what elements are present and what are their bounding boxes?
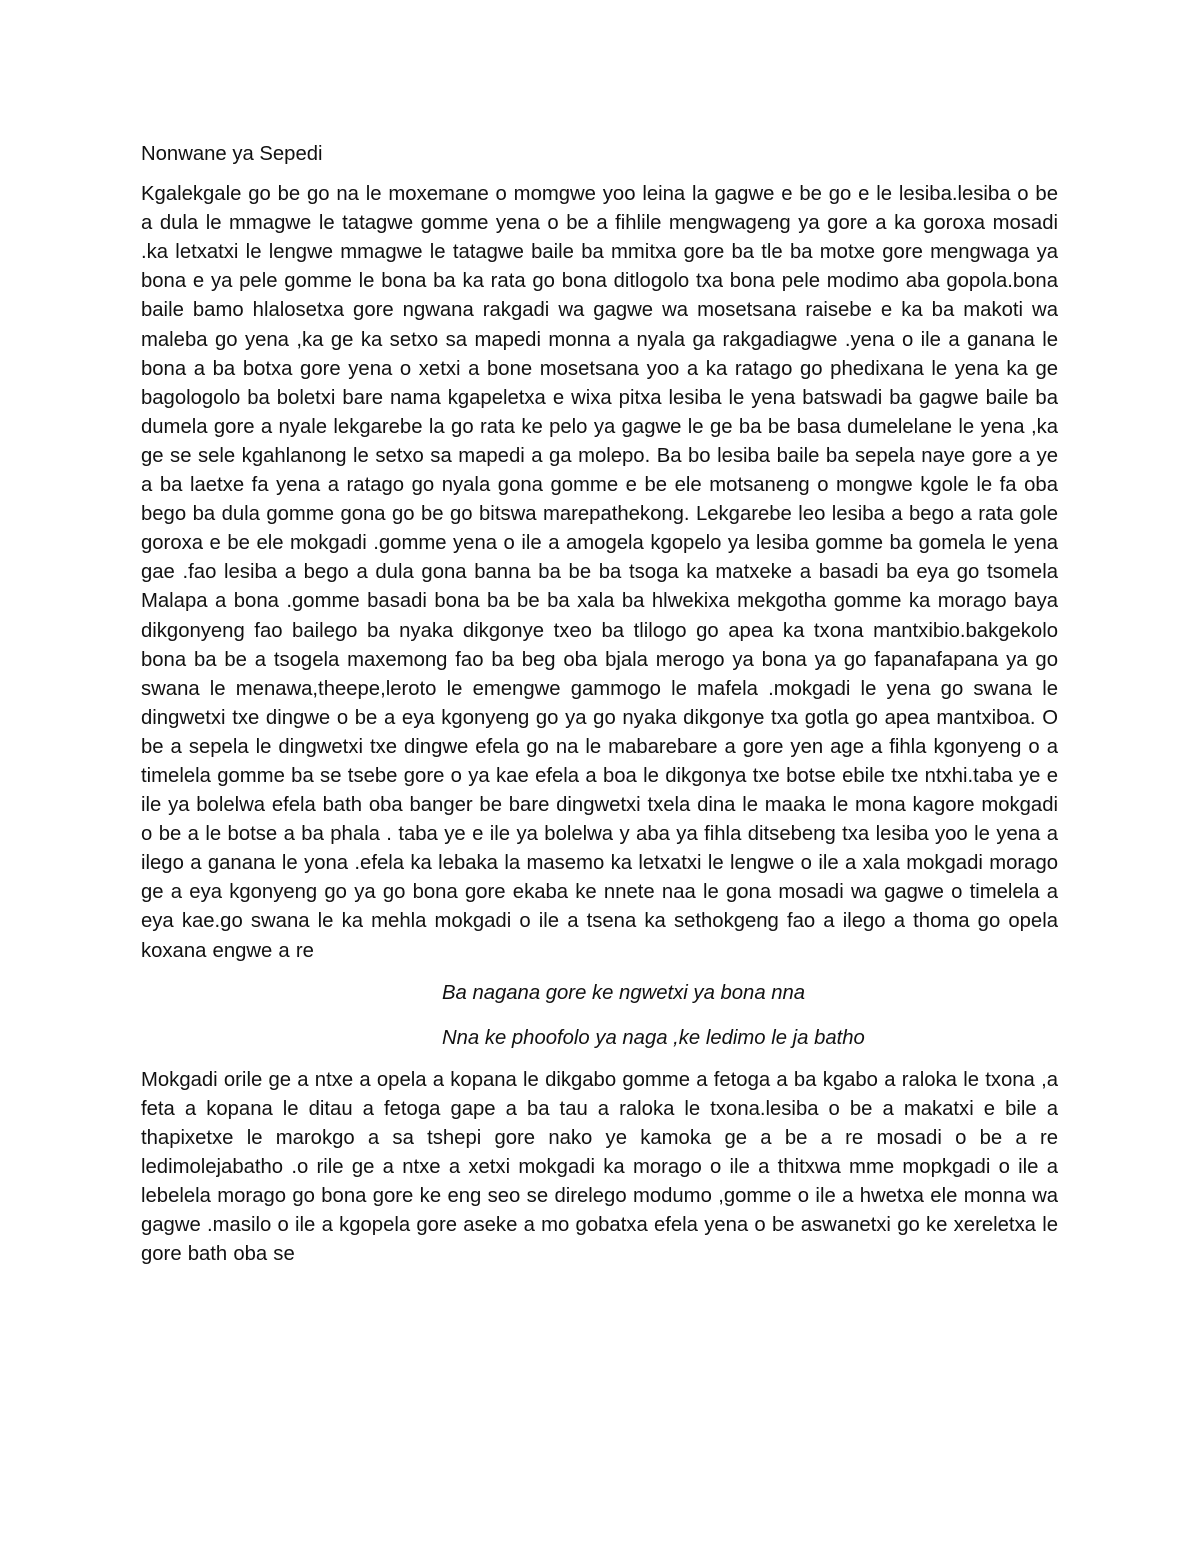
document-page: [141, 140, 1058, 1280]
story-paragraph-1: Kgalekgale go be go na le moxemane o momgwe yoo leina la gagwe e be go e le lesiba.lesiba o be a dula le mmagwe le tatagwe gomme yena o be a fihlile mengwageng ya gore a ka goroxa mosadi .ka letxatxi le lengwe mmagwe le tatagwe baile ba mmitxa gore ba tle ba motxe gore mengwaga ya bona e ya pele gomme le bona ba ka rata go bona ditlogolo txa bona pele modimo aba gopola.bona baile bamo hlalosetxa gore ngwana rakgadi wa gagwe wa mosetsana raisebe e ka ba makoti wa maleba go yena ,ka ge ka setxo sa mapedi monna a nyala ga rakgadiagwe .yena o ile a ganana le bona a ba botxa gore yena o xetxi a bone mosetsana yoo a ka ratago go phedixana le yena ka ge bagologolo ba boletxi bare nama kgapeletxa e wixa pitxa lesiba le yena batswadi ba gagwe baile ba dumela gore a nyale lekgarebe la go rata ke pelo ya gagwe le ge ba be basa dumelelane le yena ,ka ge se sele kgahlanong le setxo sa mapedi a ga molepo. Ba bo lesiba baile ba sepela naye gore a ye a ba laetxe fa yena a ratago go nyala gona gomme e be ele motsaneng o mongwe kgole le fa oba bego ba dula gomme gona go be go bitswa marepathekong. Lekgarebe leo lesiba a bego a rata gole goroxa e be ele mokgadi .gomme yena o ile a amogela kgopelo ya lesiba gomme ba gomela le yena gae .fao lesiba a bego a dula gona banna ba be ba tsoga ka matxeke a basadi ba eya go tsomela Malapa a bona .gomme basadi bona ba be ba xala ba hlwekixa mekgotha gomme ka morago baya dikgonyeng fao bailego ba nyaka dikgonye txeo ba tlilogo go apea ka txona mantxibio.bakgekolo bona ba be a tsogela maxemong fao ba beg oba bjala merogo ya bona ya go fapanafapana ya go swana le menawa,theepe,leroto le emengwe gammogo le mafela .mokgadi le yena go swana le dingwetxi txe dingwe o be a eya kgonyeng go ya go nyaka dikgonye txa gotla go apea mantxiboa. O be a sepela le dingwetxi txe dingwe efela go na le mabarebare a gore yen age a fihla kgonyeng o a timelela gomme ba se tsebe gore o ya kae efela a boa le dikgonya txe botse ebile txe ntxhi.taba ye e ile ya bolelwa efela bath oba banger be bare dingwetxi txela dina le maaka le mona kagore mokgadi o be a le botse a ba phala . taba ye e ile ya bolelwa y aba ya fihla ditsebeng txa lesiba yoo le yena a ilego a ganana le yona .efela ka lebaka la masemo ka letxatxi le lengwe o ile a xala mokgadi morago ge a eya kgonyeng go ya go bona gore ekaba ke nnete naa le gona mosadi wa gagwe o timelela a eya kae.go swana le ka mehla mokgadi o ile a tsena ka sethokgeng fao a ilego a thoma go opela koxana engwe a re: [141, 183, 1058, 962]
story-paragraph-2: Mokgadi orile ge a ntxe a opela a kopana le dikgabo gomme a fetoga a ba kgabo a raloka le txona ,a feta a kopana le ditau a fetoga gape a ba tau a raloka le txona.lesiba o be a makatxi e bile a thapixetxe le marokgo a sa tshepi gore nako ye kamoka ge a be a re mosadi o be a re ledimolejabatho .o rile ge a ntxe a xetxi mokgadi ka morago o ile a thitxwa mme mopkgadi o ile a lebelela morago go bona gore ke eng seo se direlego modumo ,gomme o ile a hwetxa ele monna wa gagwe .masilo o ile a kgopela gore aseke a mo gobatxa efela yena o be aswanetxi go ke xereletxa le gore bath oba se: [141, 1068, 1058, 1266]
document-title: Nonwane ya Sepedi: [141, 143, 323, 165]
song-verse-line-2: Nna ke phoofolo ya naga ,ke ledimo le ja batho: [442, 1026, 865, 1049]
song-verse-line-1: Ba nagana gore ke ngwetxi ya bona nna: [442, 981, 806, 1004]
